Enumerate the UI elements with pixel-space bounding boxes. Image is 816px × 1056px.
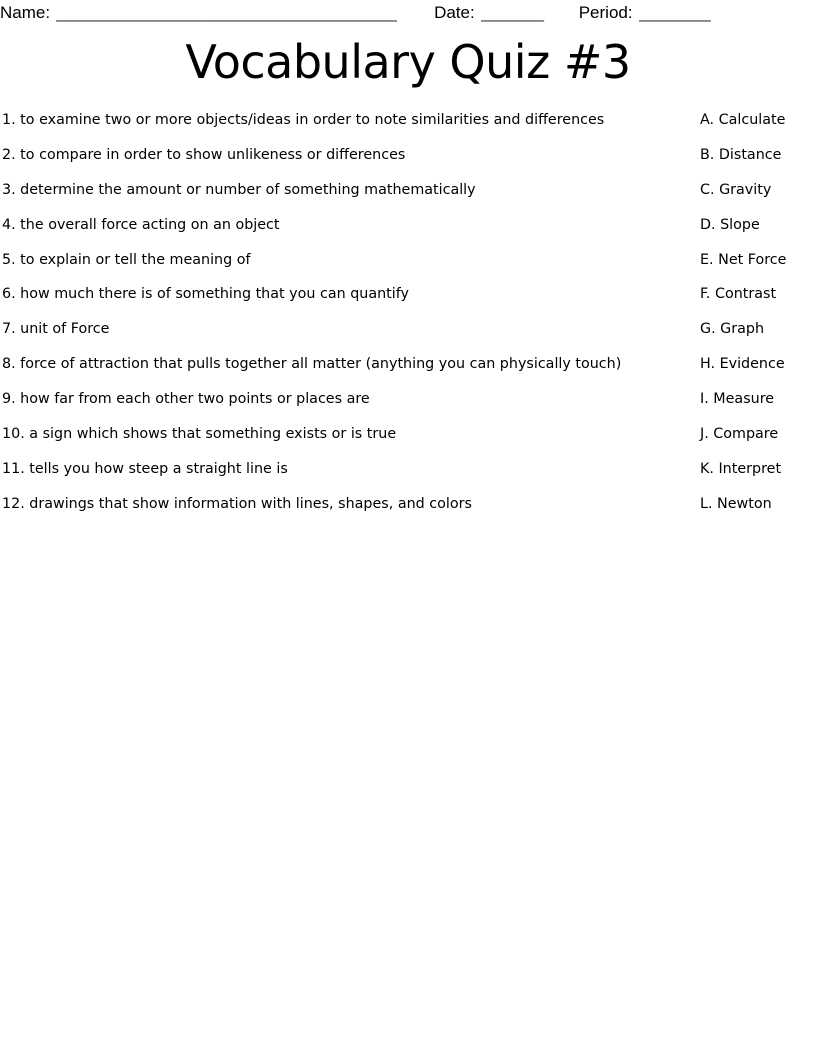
answer-option[interactable]: L. Newton — [700, 495, 772, 512]
answer-bank-cell — [700, 110, 816, 130]
answer-option[interactable]: A. Calculate — [700, 112, 786, 128]
answer-option[interactable]: E. Net Force — [700, 251, 787, 268]
answer-option[interactable]: J. Compare — [700, 426, 779, 443]
quiz-row — [0, 250, 816, 285]
question-prompt: 9. how far from each other two points or places are — [2, 391, 370, 408]
date-field[interactable] — [434, 0, 553, 26]
question-prompt: 5. to explain or tell the meaning of — [2, 251, 251, 268]
answer-option[interactable]: K. Interpret — [700, 460, 782, 477]
matching-question-list — [0, 110, 816, 529]
student-info-header — [0, 0, 816, 30]
name-label: Name: — [0, 3, 51, 22]
question-prompt: 3. determine the amount or number of something mathematically — [2, 181, 476, 198]
answer-option[interactable]: F. Contrast — [700, 286, 777, 303]
quiz-row — [0, 284, 816, 319]
quiz-row — [0, 494, 816, 529]
page-title: Vocabulary Quiz #3 — [185, 35, 631, 89]
quiz-row — [0, 319, 816, 354]
answer-bank-cell — [700, 424, 816, 444]
answer-option[interactable]: G. Graph — [700, 321, 765, 338]
date-label: Date: — [434, 3, 475, 22]
answer-bank-cell — [700, 494, 816, 514]
name-field[interactable] — [0, 0, 412, 26]
period-label: Period: — [578, 3, 633, 22]
quiz-row — [0, 354, 816, 389]
quiz-row — [0, 145, 816, 180]
question-prompt: 11. tells you how steep a straight line is — [2, 460, 288, 477]
answer-bank-cell — [700, 145, 816, 165]
quiz-row — [0, 110, 816, 145]
answer-bank-cell — [700, 180, 816, 200]
answer-bank-cell — [700, 215, 816, 235]
question-prompt: 8. force of attraction that pulls together all matter (anything you can physically touch) — [2, 356, 622, 373]
quiz-row — [0, 424, 816, 459]
date-blank-line[interactable]: _______ — [480, 3, 544, 22]
question-prompt: 10. a sign which shows that something exists or is true — [2, 426, 397, 443]
name-blank-line[interactable]: ______________________________________ — [56, 3, 397, 22]
answer-bank-cell — [700, 284, 816, 304]
answer-bank-cell — [700, 389, 816, 409]
answer-bank-cell — [700, 459, 816, 479]
quiz-row — [0, 459, 816, 494]
question-prompt: 4. the overall force acting on an object — [2, 216, 280, 233]
question-prompt: 12. drawings that show information with lines, shapes, and colors — [2, 495, 472, 512]
period-field[interactable] — [579, 0, 719, 26]
answer-option[interactable]: C. Gravity — [700, 181, 772, 198]
answer-bank-cell — [700, 250, 816, 270]
quiz-row — [0, 215, 816, 250]
answer-option[interactable]: D. Slope — [700, 216, 760, 233]
quiz-row — [0, 180, 816, 215]
question-prompt: 1. to examine two or more objects/ideas in order to note similarities and differences — [2, 112, 605, 128]
answer-bank-cell — [700, 319, 816, 339]
question-prompt: 6. how much there is of something that you can quantify — [2, 286, 409, 303]
answer-bank-cell — [700, 354, 816, 374]
period-blank-line[interactable]: ________ — [638, 3, 711, 22]
answer-option[interactable]: H. Evidence — [700, 356, 785, 373]
answer-option[interactable]: I. Measure — [700, 391, 775, 408]
answer-option[interactable]: B. Distance — [700, 146, 782, 163]
question-prompt: 7. unit of Force — [2, 321, 110, 338]
question-prompt: 2. to compare in order to show unlikeness or differences — [2, 146, 406, 163]
quiz-row — [0, 389, 816, 424]
